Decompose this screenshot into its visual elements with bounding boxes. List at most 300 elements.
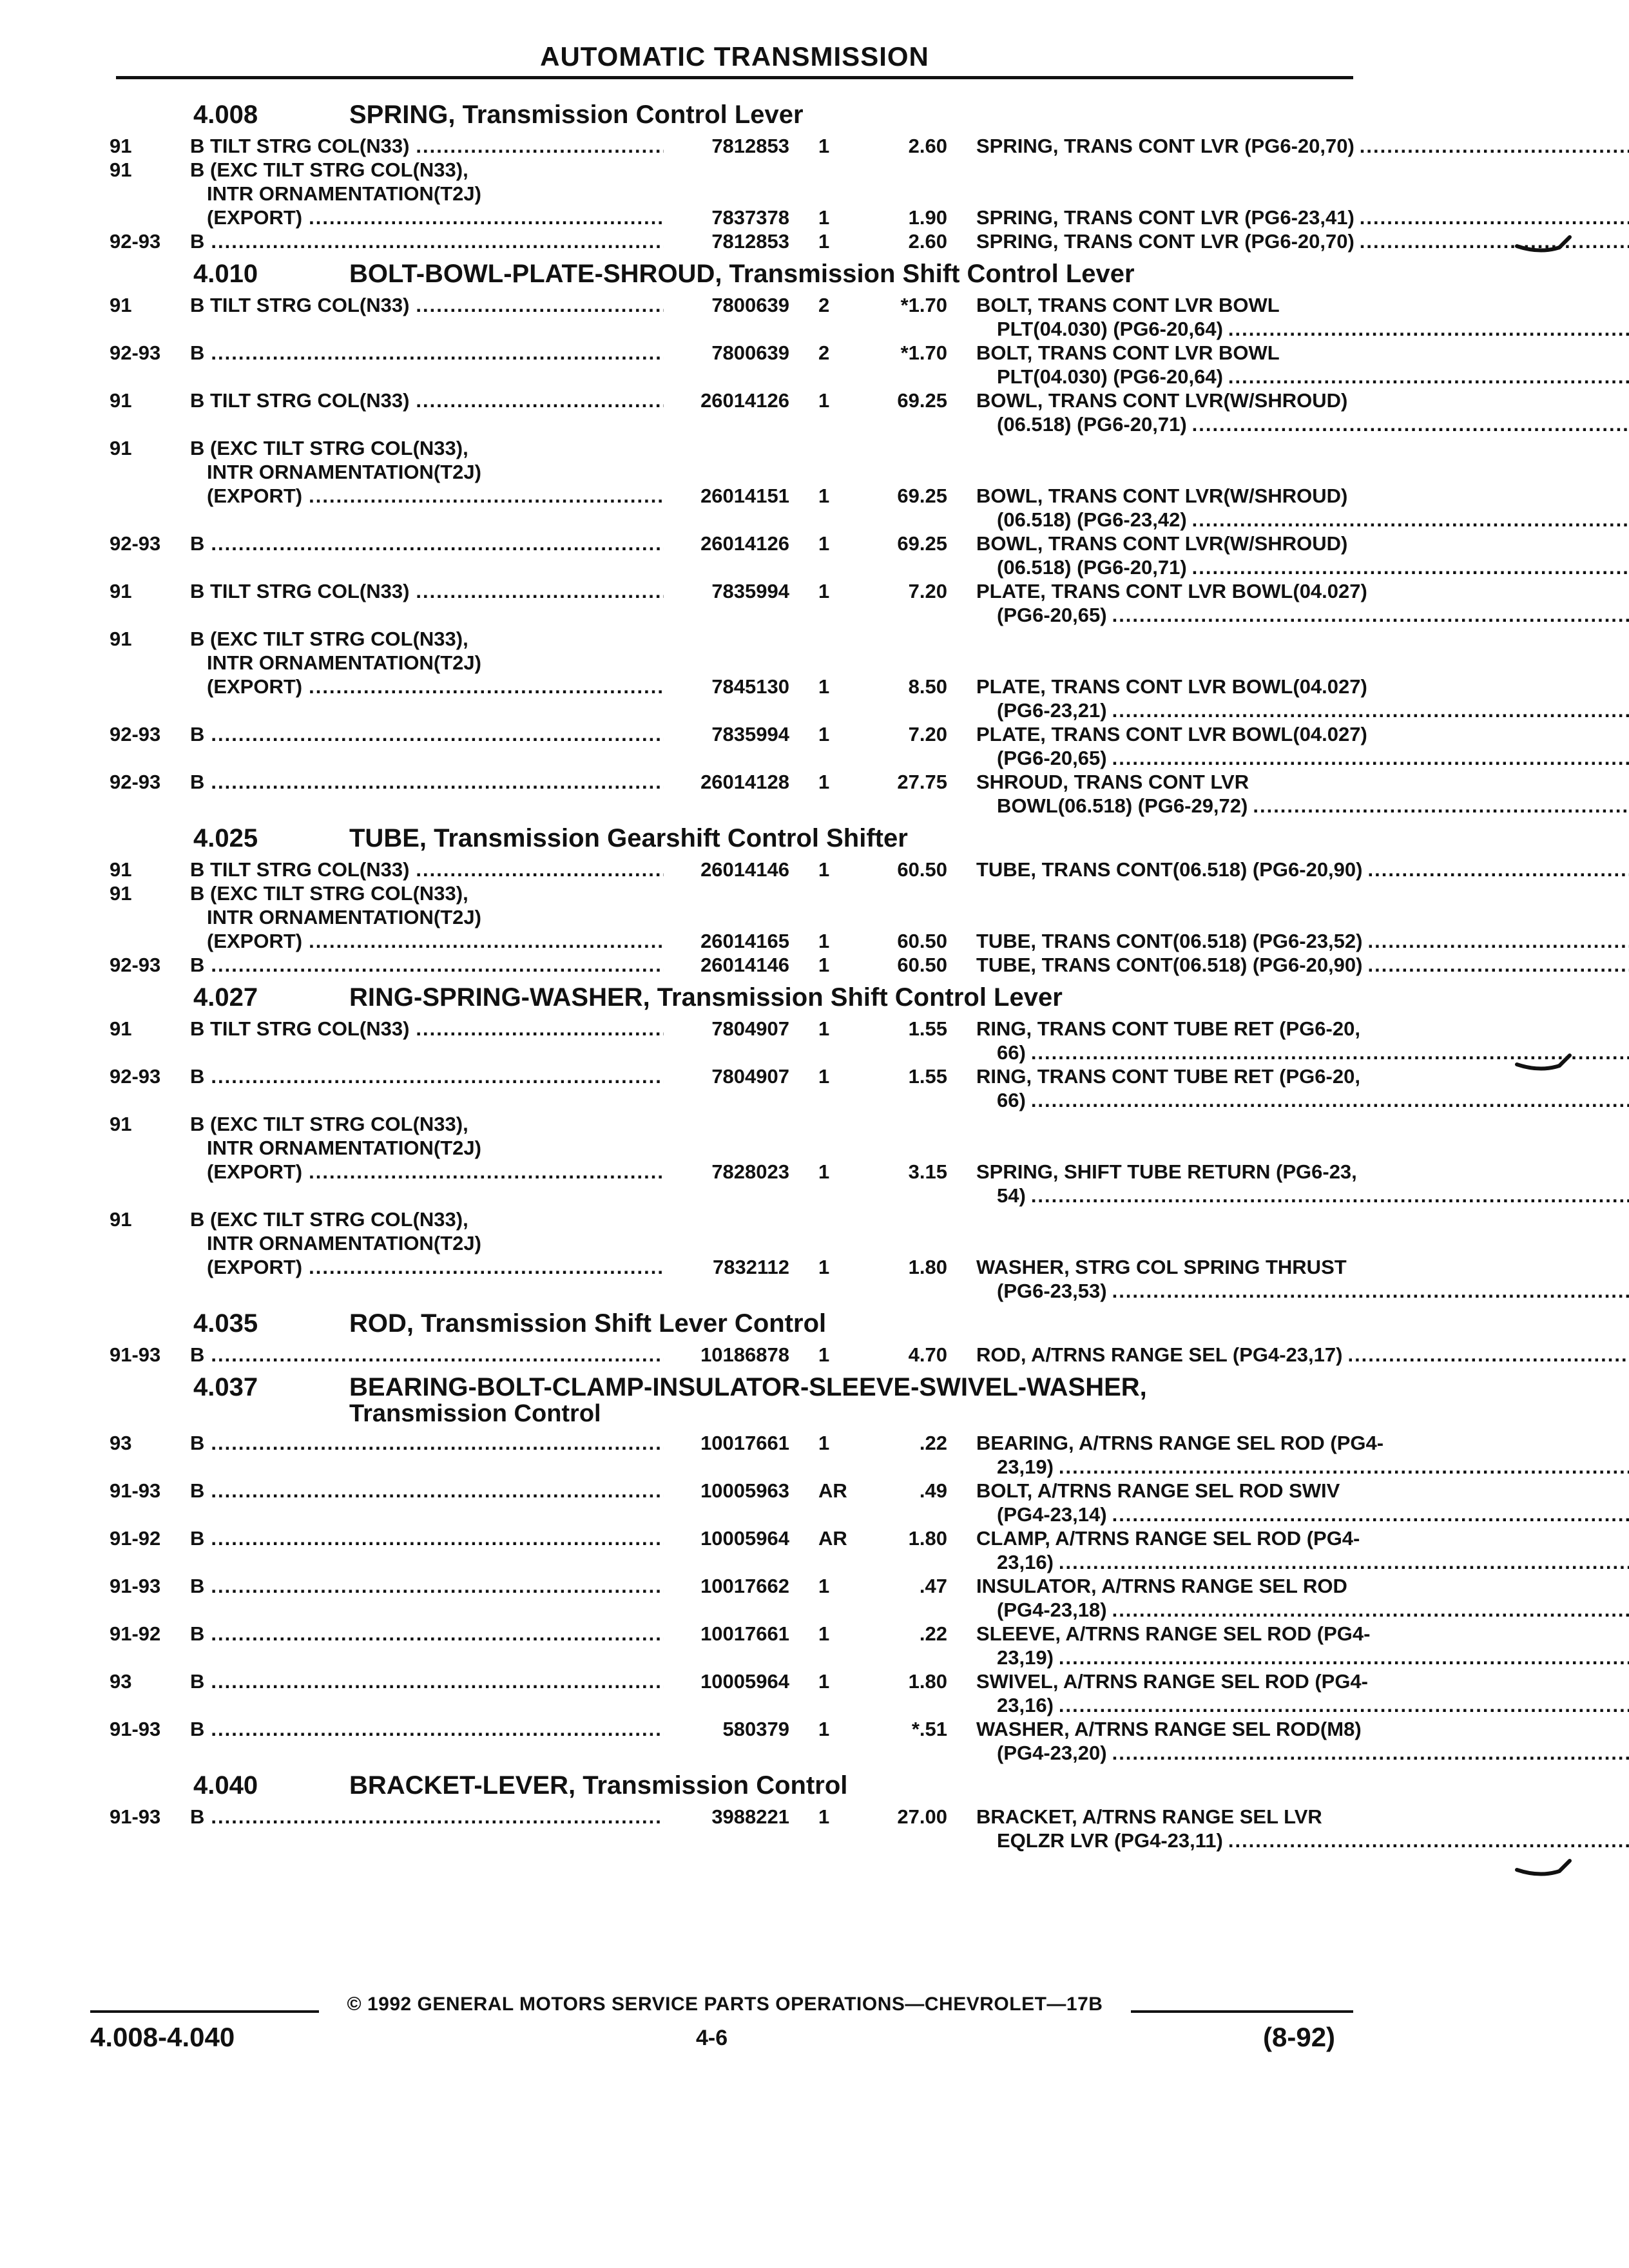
part-row: [110, 1526, 1360, 1574]
quantity: 1: [818, 580, 830, 602]
part-name-line: [976, 722, 1629, 746]
part-row: [110, 341, 1353, 389]
part-number-cell: [664, 1805, 789, 1829]
part-name-line: [976, 770, 1629, 794]
usage-description: [190, 1017, 664, 1041]
part-number: 26014146: [700, 954, 789, 976]
price-cell: [863, 1479, 947, 1503]
part-row: [110, 1479, 1353, 1526]
usage-text: INTR ORNAMENTATION(T2J): [207, 1137, 481, 1159]
dot-leader: [1192, 413, 1629, 436]
quantity: 1: [818, 858, 830, 881]
dot-leader: [211, 1575, 664, 1597]
quantity-cell: [789, 389, 863, 412]
part-entry: [110, 858, 1363, 881]
part-number: 7812853: [711, 230, 789, 253]
part-name: [947, 1431, 1629, 1479]
part-name-line: [976, 1693, 1629, 1717]
part-entry: [110, 1431, 1384, 1479]
part-name-text: BOWL, TRANS CONT LVR(W/SHROUD): [976, 389, 1348, 412]
part-name-line: [976, 555, 1629, 579]
part-name-line: [976, 1088, 1629, 1112]
dot-leader: [1367, 954, 1629, 976]
part-row: [110, 1064, 1360, 1112]
part-name: [947, 341, 1629, 389]
part-entry: [110, 881, 1363, 953]
part-row: [110, 1017, 1360, 1064]
price-cell: [863, 881, 947, 953]
part-entry: [110, 722, 1367, 770]
usage-line: [190, 929, 664, 953]
part-number-cell: [664, 770, 789, 794]
usage-text: B (EXC TILT STRG COL(N33),: [190, 1208, 468, 1231]
part-name-line: [976, 794, 1629, 818]
quantity: 1: [818, 1160, 830, 1183]
section-header: [110, 1307, 1353, 1343]
quantity-cell: [789, 1574, 863, 1598]
part-number-cell: [664, 1207, 789, 1279]
quantity-cell: [789, 341, 863, 365]
dot-leader: [1112, 699, 1629, 722]
price-cell: [863, 1622, 947, 1646]
dot-leader: [211, 1670, 664, 1693]
quantity-cell: [789, 1064, 863, 1088]
part-number: 10005964: [700, 1670, 789, 1693]
part-name: [947, 627, 1629, 722]
quantity: 1: [818, 532, 830, 555]
footer-page-number: 4-6: [696, 2026, 728, 2050]
dot-leader: [211, 1343, 664, 1366]
usage-text: B: [190, 723, 205, 745]
price-cell: [863, 1064, 947, 1088]
quantity: 1: [818, 230, 830, 253]
parts-list: [110, 94, 1384, 1852]
part-name: [947, 436, 1629, 532]
part-row: [110, 953, 1363, 977]
dot-leader: [211, 723, 664, 745]
dot-leader: [416, 580, 664, 602]
dot-leader: [211, 1065, 664, 1088]
usage-text: B (EXC TILT STRG COL(N33),: [190, 1113, 468, 1135]
quantity-cell: [789, 532, 863, 555]
model-years: 91: [110, 882, 132, 905]
usage-description: [190, 341, 664, 365]
part-row: [110, 627, 1367, 722]
price: .22: [919, 1622, 947, 1645]
check-mark-icon: [1514, 232, 1572, 258]
part-name-text: (PG6-20,65): [997, 604, 1107, 626]
part-name-text: SPRING, SHIFT TUBE RETURN (PG6-23,: [976, 1160, 1357, 1183]
part-number-cell: [664, 158, 789, 229]
usage-line: [190, 905, 664, 929]
dot-leader: [1112, 604, 1629, 626]
part-name-line: [976, 858, 1629, 881]
section-subtitle: Transmission Control: [349, 1400, 601, 1427]
usage-line: [190, 436, 664, 460]
part-number: 7845130: [711, 675, 789, 698]
part-entry: [110, 1574, 1353, 1622]
part-name: [947, 1574, 1629, 1622]
part-row: [110, 1622, 1371, 1669]
part-name-text: (06.518) (PG6-20,71): [997, 556, 1187, 579]
part-name-line: [976, 341, 1629, 365]
price: 1.80: [908, 1256, 947, 1278]
quantity: 1: [818, 954, 830, 976]
part-number-cell: [664, 1479, 789, 1503]
part-name-line: [976, 1574, 1629, 1598]
dot-leader: [1112, 1742, 1629, 1764]
part-entry: [110, 1207, 1353, 1303]
part-name-line: [976, 1503, 1629, 1526]
part-entry: [110, 1805, 1353, 1852]
part-name-text: BOLT, TRANS CONT LVR BOWL: [976, 294, 1280, 316]
part-name: [947, 722, 1629, 770]
part-name-text: 23,16): [997, 1694, 1054, 1716]
part-name-text: PLATE, TRANS CONT LVR BOWL(04.027): [976, 675, 1367, 698]
part-name-text: PLT(04.030) (PG6-20,64): [997, 365, 1223, 388]
part-name-line: [976, 1343, 1629, 1367]
quantity-cell: [789, 1207, 863, 1279]
usage-description: [190, 1622, 664, 1646]
part-row: [110, 1805, 1353, 1852]
section-header: [110, 1769, 1353, 1805]
part-name-text: SPRING, TRANS CONT LVR (PG6-20,70): [976, 135, 1354, 157]
section-header: [110, 257, 1353, 293]
model-years: 91-93: [110, 1343, 161, 1366]
quantity: 1: [818, 930, 830, 952]
part-entry: [110, 1622, 1371, 1669]
usage-description: [190, 858, 664, 881]
footer-copyright: © 1992 GENERAL MOTORS SERVICE PARTS OPERATIONS—CHEVROLET—17B: [347, 1994, 1103, 2015]
usage-text: INTR ORNAMENTATION(T2J): [207, 651, 481, 674]
part-number-cell: [664, 134, 789, 158]
usage-text: B: [190, 1575, 205, 1597]
usage-description: [190, 436, 664, 508]
section-number: 4.010: [193, 260, 258, 288]
usage-line: [190, 206, 664, 229]
part-number-cell: [664, 1064, 789, 1088]
dot-leader: [309, 930, 664, 952]
part-number-cell: [664, 436, 789, 508]
price-cell: [863, 293, 947, 317]
model-years: 92-93: [110, 341, 161, 364]
usage-line: [190, 1160, 664, 1184]
part-name-line: [976, 206, 1629, 229]
part-name-text: EQLZR LVR (PG4-23,11): [997, 1829, 1223, 1852]
usage-line: [190, 341, 664, 365]
part-number-cell: [664, 1717, 789, 1741]
part-name-line: [976, 1598, 1629, 1622]
part-name-text: 23,19): [997, 1646, 1054, 1669]
price: 7.20: [908, 580, 947, 602]
part-number: 26014128: [700, 771, 789, 793]
part-number-cell: [664, 1017, 789, 1041]
dot-leader: [416, 1017, 664, 1040]
part-number: 580379: [722, 1718, 789, 1740]
dot-leader: [211, 1622, 664, 1645]
part-entry: [110, 1064, 1360, 1112]
part-number: 7837378: [711, 206, 789, 229]
price-cell: [863, 389, 947, 412]
part-name-line: [976, 1279, 1629, 1303]
usage-text: B: [190, 1343, 205, 1366]
usage-line: [190, 881, 664, 905]
part-number: 10017661: [700, 1432, 789, 1454]
price-cell: [863, 1717, 947, 1741]
dot-leader: [211, 341, 664, 364]
part-entry: [110, 579, 1367, 627]
usage-description: [190, 1574, 664, 1598]
part-entry: [110, 1112, 1357, 1207]
part-row: [110, 389, 1353, 436]
section-title: ROD, Transmission Shift Lever Control: [349, 1309, 827, 1338]
section-title: SPRING, Transmission Control Lever: [349, 101, 804, 129]
quantity-cell: [789, 579, 863, 603]
dot-leader: [1059, 1694, 1629, 1716]
section-number: 4.027: [193, 983, 258, 1012]
part-entry: [110, 627, 1367, 722]
section-number: 4.035: [193, 1309, 258, 1338]
usage-text: (EXPORT): [207, 485, 303, 507]
model-years: 91: [110, 1017, 132, 1040]
section-title: BRACKET-LEVER, Transmission Control: [349, 1771, 848, 1800]
usage-text: INTR ORNAMENTATION(T2J): [207, 1232, 481, 1254]
part-row: [110, 858, 1363, 881]
quantity-cell: [789, 858, 863, 881]
part-entry: [110, 158, 1353, 229]
part-number: 10005964: [700, 1527, 789, 1550]
price: .47: [919, 1575, 947, 1597]
part-name-text: PLATE, TRANS CONT LVR BOWL(04.027): [976, 723, 1367, 745]
usage-description: [190, 881, 664, 953]
price-cell: [863, 1343, 947, 1367]
section-header: [110, 1370, 1353, 1431]
part-name-text: RING, TRANS CONT TUBE RET (PG6-20,: [976, 1065, 1360, 1088]
part-name-text: TUBE, TRANS CONT(06.518) (PG6-20,90): [976, 954, 1363, 976]
usage-description: [190, 770, 664, 794]
part-number: 7800639: [711, 341, 789, 364]
usage-description: [190, 722, 664, 746]
part-name-line: [976, 1184, 1629, 1207]
quantity: 1: [818, 675, 830, 698]
model-years: 92-93: [110, 771, 161, 793]
price: 60.50: [897, 954, 947, 976]
part-name-text: INSULATOR, A/TRNS RANGE SEL ROD: [976, 1575, 1347, 1597]
part-row: [110, 1669, 1368, 1717]
part-row: [110, 1112, 1357, 1207]
dot-leader: [211, 1479, 664, 1502]
part-number-cell: [664, 1112, 789, 1184]
usage-line: [190, 1112, 664, 1136]
usage-line: [190, 953, 664, 977]
part-name-line: [976, 1431, 1629, 1455]
usage-line: [190, 460, 664, 484]
price: 1.55: [908, 1017, 947, 1040]
quantity-cell: [789, 1479, 863, 1503]
quantity-cell: [789, 1805, 863, 1829]
model-years: 91: [110, 1208, 132, 1231]
model-years: 93: [110, 1432, 132, 1454]
part-number-cell: [664, 1574, 789, 1598]
usage-description: [190, 627, 664, 698]
usage-description: [190, 1064, 664, 1088]
usage-text: (EXPORT): [207, 675, 303, 698]
usage-line: [190, 1017, 664, 1041]
part-number: 26014146: [700, 858, 789, 881]
model-years: 91: [110, 1113, 132, 1135]
quantity-cell: [789, 1431, 863, 1455]
usage-text: (EXPORT): [207, 1160, 303, 1183]
quantity-cell: [789, 722, 863, 746]
part-row: [110, 579, 1367, 627]
dot-leader: [309, 485, 664, 507]
price: 4.70: [908, 1343, 947, 1366]
part-name-text: (PG4-23,18): [997, 1599, 1107, 1621]
usage-text: B: [190, 1479, 205, 1502]
usage-line: [190, 1207, 664, 1231]
price: 27.00: [897, 1805, 947, 1828]
part-name: [947, 1207, 1629, 1303]
part-entry: [110, 770, 1353, 818]
part-name-text: (PG4-23,14): [997, 1503, 1107, 1526]
usage-line: [190, 1479, 664, 1503]
dot-leader: [1112, 1280, 1629, 1302]
quantity: 1: [818, 389, 830, 412]
dot-leader: [211, 954, 664, 976]
title-rule: [116, 76, 1353, 79]
price-cell: [863, 1431, 947, 1455]
dot-leader: [1228, 365, 1629, 388]
dot-leader: [1112, 1503, 1629, 1526]
price: 7.20: [908, 723, 947, 745]
usage-line: [190, 1255, 664, 1279]
quantity: 2: [818, 341, 830, 364]
model-years: 91-92: [110, 1527, 161, 1550]
quantity: 1: [818, 1805, 830, 1828]
usage-line: [190, 1431, 664, 1455]
part-entry: [110, 1343, 1353, 1367]
model-years: 91: [110, 437, 132, 459]
price: 2.60: [908, 135, 947, 157]
part-number: 7835994: [711, 580, 789, 602]
dot-leader: [416, 389, 664, 412]
part-name-line: [976, 579, 1629, 603]
part-row: [110, 436, 1353, 532]
part-row: [110, 229, 1353, 253]
dot-leader: [1112, 1599, 1629, 1621]
usage-line: [190, 158, 664, 182]
price: .49: [919, 1479, 947, 1502]
price-cell: [863, 1669, 947, 1693]
footer-rule-left: [90, 2010, 319, 2013]
part-number-cell: [664, 1526, 789, 1550]
part-number: 10005963: [700, 1479, 789, 1502]
usage-line: [190, 1574, 664, 1598]
dot-leader: [1253, 794, 1629, 817]
part-name-line: [976, 1741, 1629, 1765]
price-cell: [863, 858, 947, 881]
part-name-line: [976, 675, 1629, 698]
check-mark-icon: [1514, 1050, 1572, 1076]
dot-leader: [211, 1432, 664, 1454]
part-row: [110, 1717, 1362, 1765]
dot-leader: [1360, 135, 1629, 157]
part-number: 10017661: [700, 1622, 789, 1645]
quantity: 1: [818, 771, 830, 793]
usage-line: [190, 858, 664, 881]
price-cell: [863, 770, 947, 794]
part-entry: [110, 341, 1353, 389]
usage-line: [190, 770, 664, 794]
price: 27.75: [897, 771, 947, 793]
part-name-line: [976, 1479, 1629, 1503]
part-name-text: (PG4-23,20): [997, 1742, 1107, 1764]
quantity: AR: [818, 1479, 847, 1502]
part-number: 7832112: [713, 1256, 789, 1278]
quantity-cell: [789, 1017, 863, 1041]
usage-line: [190, 722, 664, 746]
model-years: 91: [110, 389, 132, 412]
part-name: [947, 1479, 1629, 1526]
dot-leader: [1059, 1456, 1629, 1478]
usage-description: [190, 389, 664, 412]
price: *1.70: [900, 294, 947, 316]
price: 69.25: [897, 532, 947, 555]
part-name-line: [976, 1829, 1629, 1852]
part-name-line: [976, 1455, 1629, 1479]
price-cell: [863, 158, 947, 229]
price: 1.80: [908, 1670, 947, 1693]
part-row: [110, 293, 1353, 341]
quantity: 1: [818, 723, 830, 745]
dot-leader: [309, 675, 664, 698]
part-number-cell: [664, 229, 789, 253]
usage-text: B: [190, 1670, 205, 1693]
dot-leader: [211, 230, 664, 253]
part-name-line: [976, 698, 1629, 722]
usage-line: [190, 389, 664, 412]
usage-text: (EXPORT): [207, 930, 303, 952]
usage-text: INTR ORNAMENTATION(T2J): [207, 906, 481, 928]
price: 1.55: [908, 1065, 947, 1088]
part-name-line: [976, 365, 1629, 389]
part-number: 7835994: [711, 723, 789, 745]
usage-description: [190, 579, 664, 603]
part-number-cell: [664, 858, 789, 881]
part-number: 3988221: [711, 1805, 789, 1828]
part-name-text: TUBE, TRANS CONT(06.518) (PG6-23,52): [976, 930, 1363, 952]
usage-line: [190, 1669, 664, 1693]
part-number: 10017662: [700, 1575, 789, 1597]
part-name: [947, 770, 1629, 818]
model-years: 92-93: [110, 230, 161, 253]
price-cell: [863, 229, 947, 253]
part-name-text: SLEEVE, A/TRNS RANGE SEL ROD (PG4-: [976, 1622, 1371, 1645]
price: 60.50: [897, 930, 947, 952]
part-name: [947, 858, 1629, 881]
part-name-line: [976, 1526, 1629, 1550]
usage-line: [190, 1622, 664, 1646]
price: 1.90: [908, 206, 947, 229]
usage-line: [190, 1231, 664, 1255]
quantity-cell: [789, 229, 863, 253]
part-name-line: [976, 929, 1629, 953]
usage-description: [190, 1431, 664, 1455]
part-name: [947, 134, 1629, 158]
part-name-text: PLT(04.030) (PG6-20,64): [997, 318, 1223, 340]
part-name-text: (06.518) (PG6-23,42): [997, 508, 1187, 531]
section-title: TUBE, Transmission Gearshift Control Shifter: [349, 824, 908, 852]
